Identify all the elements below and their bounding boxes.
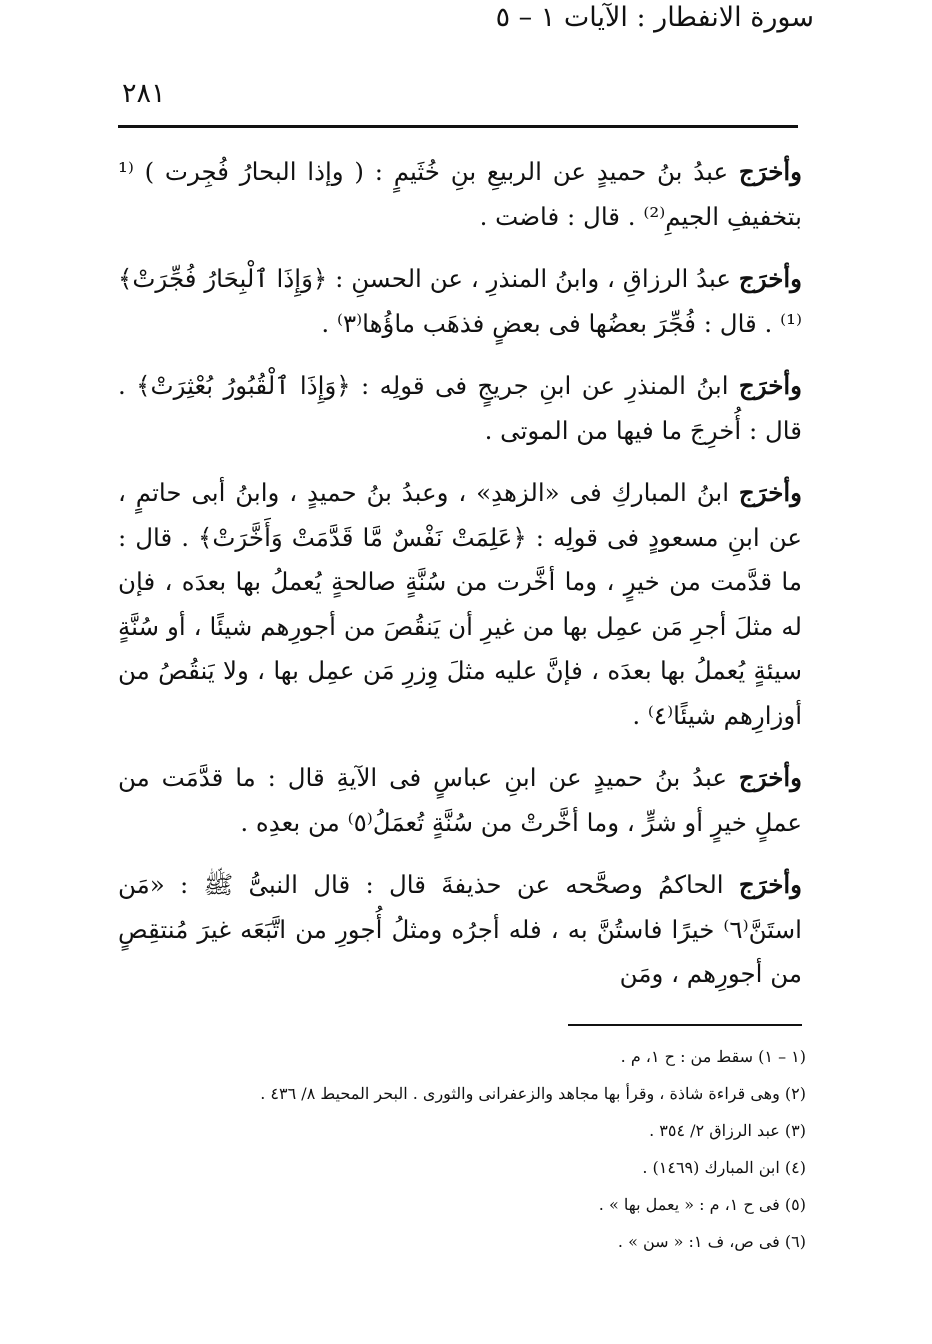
footnote-2: (٢) وهى قراءة شاذة ، وقرأ بها مجاهد والزعفرانى والثورى . البحر المحيط ٨/ ٤٣٦ . — [260, 1084, 806, 1103]
page-header — [118, 76, 798, 120]
footnote-rule — [568, 1024, 802, 1026]
paragraph-3 — [118, 364, 802, 453]
paragraph-4 — [118, 471, 802, 738]
paragraph-2 — [118, 257, 802, 346]
paragraph-text: عبدُ الرزاقِ ، وابنُ المنذرِ ، عن الحسنِ : ﴿وَإِذَا ٱلْبِحَارُ فُجِّرَتْ﴾ ⁽¹⁾ . قال : فُجِّرَ بعضُها فى بعضٍ فذهَب ماؤُها⁽٣⁾ . — [118, 264, 802, 338]
paragraph-text: عبدُ بنُ حميدٍ عن الربيعِ بنِ خُثَيمٍ : ( وإذا البحارُ فُجِرت ) ⁽¹ بتخفيفِ الجيمِ⁽²⁾ . قال : فاضت . — [118, 157, 802, 231]
header-rule — [118, 125, 798, 128]
paragraph-lead: وأخرَج — [738, 870, 802, 899]
footnotes — [230, 1038, 806, 1260]
paragraph-1 — [118, 150, 802, 239]
running-title: سورة الانفطار : الآيات ١ – ٥ — [495, 2, 814, 33]
paragraph-6 — [118, 863, 802, 997]
footnote-3: (٣) عبد الرزاق ٢/ ٣٥٤ . — [649, 1121, 806, 1140]
paragraph-lead: وأخرَج — [738, 371, 802, 400]
paragraph-text: ابنُ المنذرِ عن ابنِ جريجٍ فى قولِه : ﴿وَإِذَا ٱلْقُبُورُ بُعْثِرَتْ﴾ . قال : أُخرِجَ ما فيها من الموتى . — [118, 371, 802, 445]
paragraph-lead: وأخرَج — [738, 763, 802, 792]
page-number: ٢٨١ — [122, 78, 166, 109]
paragraph-5 — [118, 756, 802, 845]
paragraph-text: عبدُ بنُ حميدٍ عن ابنِ عباسٍ فى الآيةِ قال : ما قدَّمَت من عملٍ خيرٍ أو شرٍّ ، وما أخَّرتْ من سُنَّةٍ تُعمَلُ⁽٥⁾ من بعدِه . — [118, 763, 802, 837]
footnote-4: (٤) ابن المبارك (١٤٦٩) . — [642, 1158, 806, 1177]
body-text — [118, 150, 802, 1015]
footnote-1: (١ – ١) سقط من : ح ١، م . — [620, 1047, 806, 1066]
paragraph-text: ابنُ المباركِ فى «الزهدِ» ، وعبدُ بنُ حميدٍ ، وابنُ أبى حاتمٍ ، عن ابنِ مسعودٍ فى قولِه : ﴿عَلِمَتْ نَفْسٌ مَّا قَدَّمَتْ وَأَخَّرَتْ﴾ . قال : ما قدَّمت من خيرٍ ، وما أخَّرت من سُنَّةٍ صالحةٍ يُعملُ بها بعدَه ، فإن له مثلَ أجرِ مَن عمِل بها من غيرِ أن يَنقُصَ من أجورِهم شيئًا ، أو سُنَّةٍ سيئةٍ يُعملُ بها بعدَه ، فإنَّ عليه مثلَ وِزرِ مَن عمِل بها ، ولا يَنقُصُ من أوزارِهم شيئًا⁽٤⁾ . — [118, 478, 802, 730]
paragraph-text: الحاكمُ وصحَّحه عن حذيفةَ قال : قال النبىُّ ﷺ : «مَن استَنَّ⁽٦⁾ خيرًا فاستُنَّ به ، فله أجرُه ومثلُ أُجورِ من اتَّبَعَه غيرَ مُنتقِصٍ من أجورِهم ، ومَن — [118, 870, 802, 988]
footnote-5: (٥) فى ح ١، م : « يعمل بها » . — [598, 1195, 806, 1214]
footnote-6: (٦) فى ص، ف ١: « سن » . — [617, 1232, 806, 1251]
paragraph-lead: وأخرَج — [738, 157, 802, 186]
paragraph-lead: وأخرَج — [738, 264, 802, 293]
paragraph-lead: وأخرَج — [738, 478, 802, 507]
